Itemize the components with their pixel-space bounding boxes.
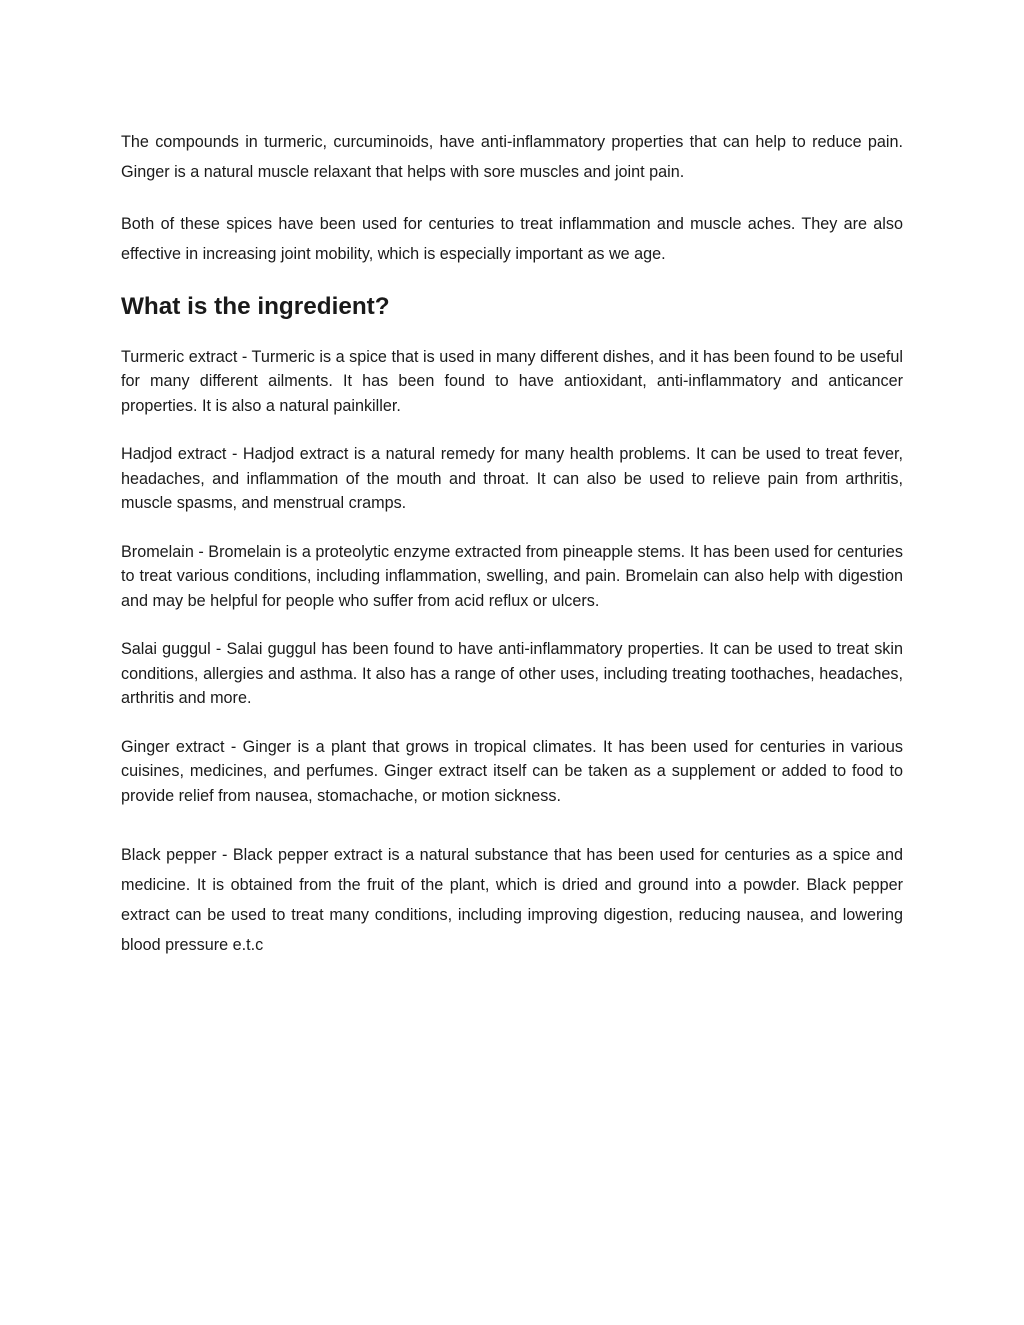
ingredient-black-pepper: Black pepper - Black pepper extract is a natural substance that has been used for centuries as a spice and medicine. It is obtained from the fruit of the plant, which is dried and ground into a powder. Black pepper extract can be used to treat many conditions, including improving digestion, reducing nausea, and lowering blood pressure e.t.c [121, 846, 903, 954]
section-heading: What is the ingredient? [121, 293, 390, 320]
ingredient-bromelain: Bromelain - Bromelain is a proteolytic enzyme extracted from pineapple stems. It has been used for centuries to treat various conditions, including inflammation, swelling, and pain. Bromelain can also help with digestion and may be helpful for people who suffer from acid reflux or ulcers. [121, 542, 903, 610]
ingredient-ginger: Ginger extract - Ginger is a plant that grows in tropical climates. It has been used for centuries in various cuisines, medicines, and perfumes. Ginger extract itself can be taken as a supplement or added to food to provide relief from nausea, stomachache, or motion sickness. [121, 737, 903, 805]
ingredient-hadjod: Hadjod extract - Hadjod extract is a natural remedy for many health problems. It can be used to treat fever, headaches, and inflammation of the mouth and throat. It can also be used to relieve pain from arthritis, muscle spasms, and menstrual cramps. [121, 445, 903, 512]
intro-paragraph-1: The compounds in turmeric, curcuminoids, have anti-inflammatory properties that can help to reduce pain. Ginger is a natural muscle relaxant that helps with sore muscles and joint pain. [121, 133, 903, 181]
document-page [121, 127, 903, 960]
ingredient-turmeric: Turmeric extract - Turmeric is a spice that is used in many different dishes, and it has been found to be useful for many different ailments. It has been found to have antioxidant, anti-inflammatory and anticancer properties. It is also a natural painkiller. [121, 347, 903, 415]
intro-paragraph-2: Both of these spices have been used for centuries to treat inflammation and muscle aches. They are also effective in increasing joint mobility, which is especially important as we age. [121, 215, 903, 263]
ingredient-salai-guggul: Salai guggul - Salai guggul has been found to have anti-inflammatory properties. It can be used to treat skin conditions, allergies and asthma. It also has a range of other uses, including treating toothaches, headaches, arthritis and more. [121, 640, 903, 707]
